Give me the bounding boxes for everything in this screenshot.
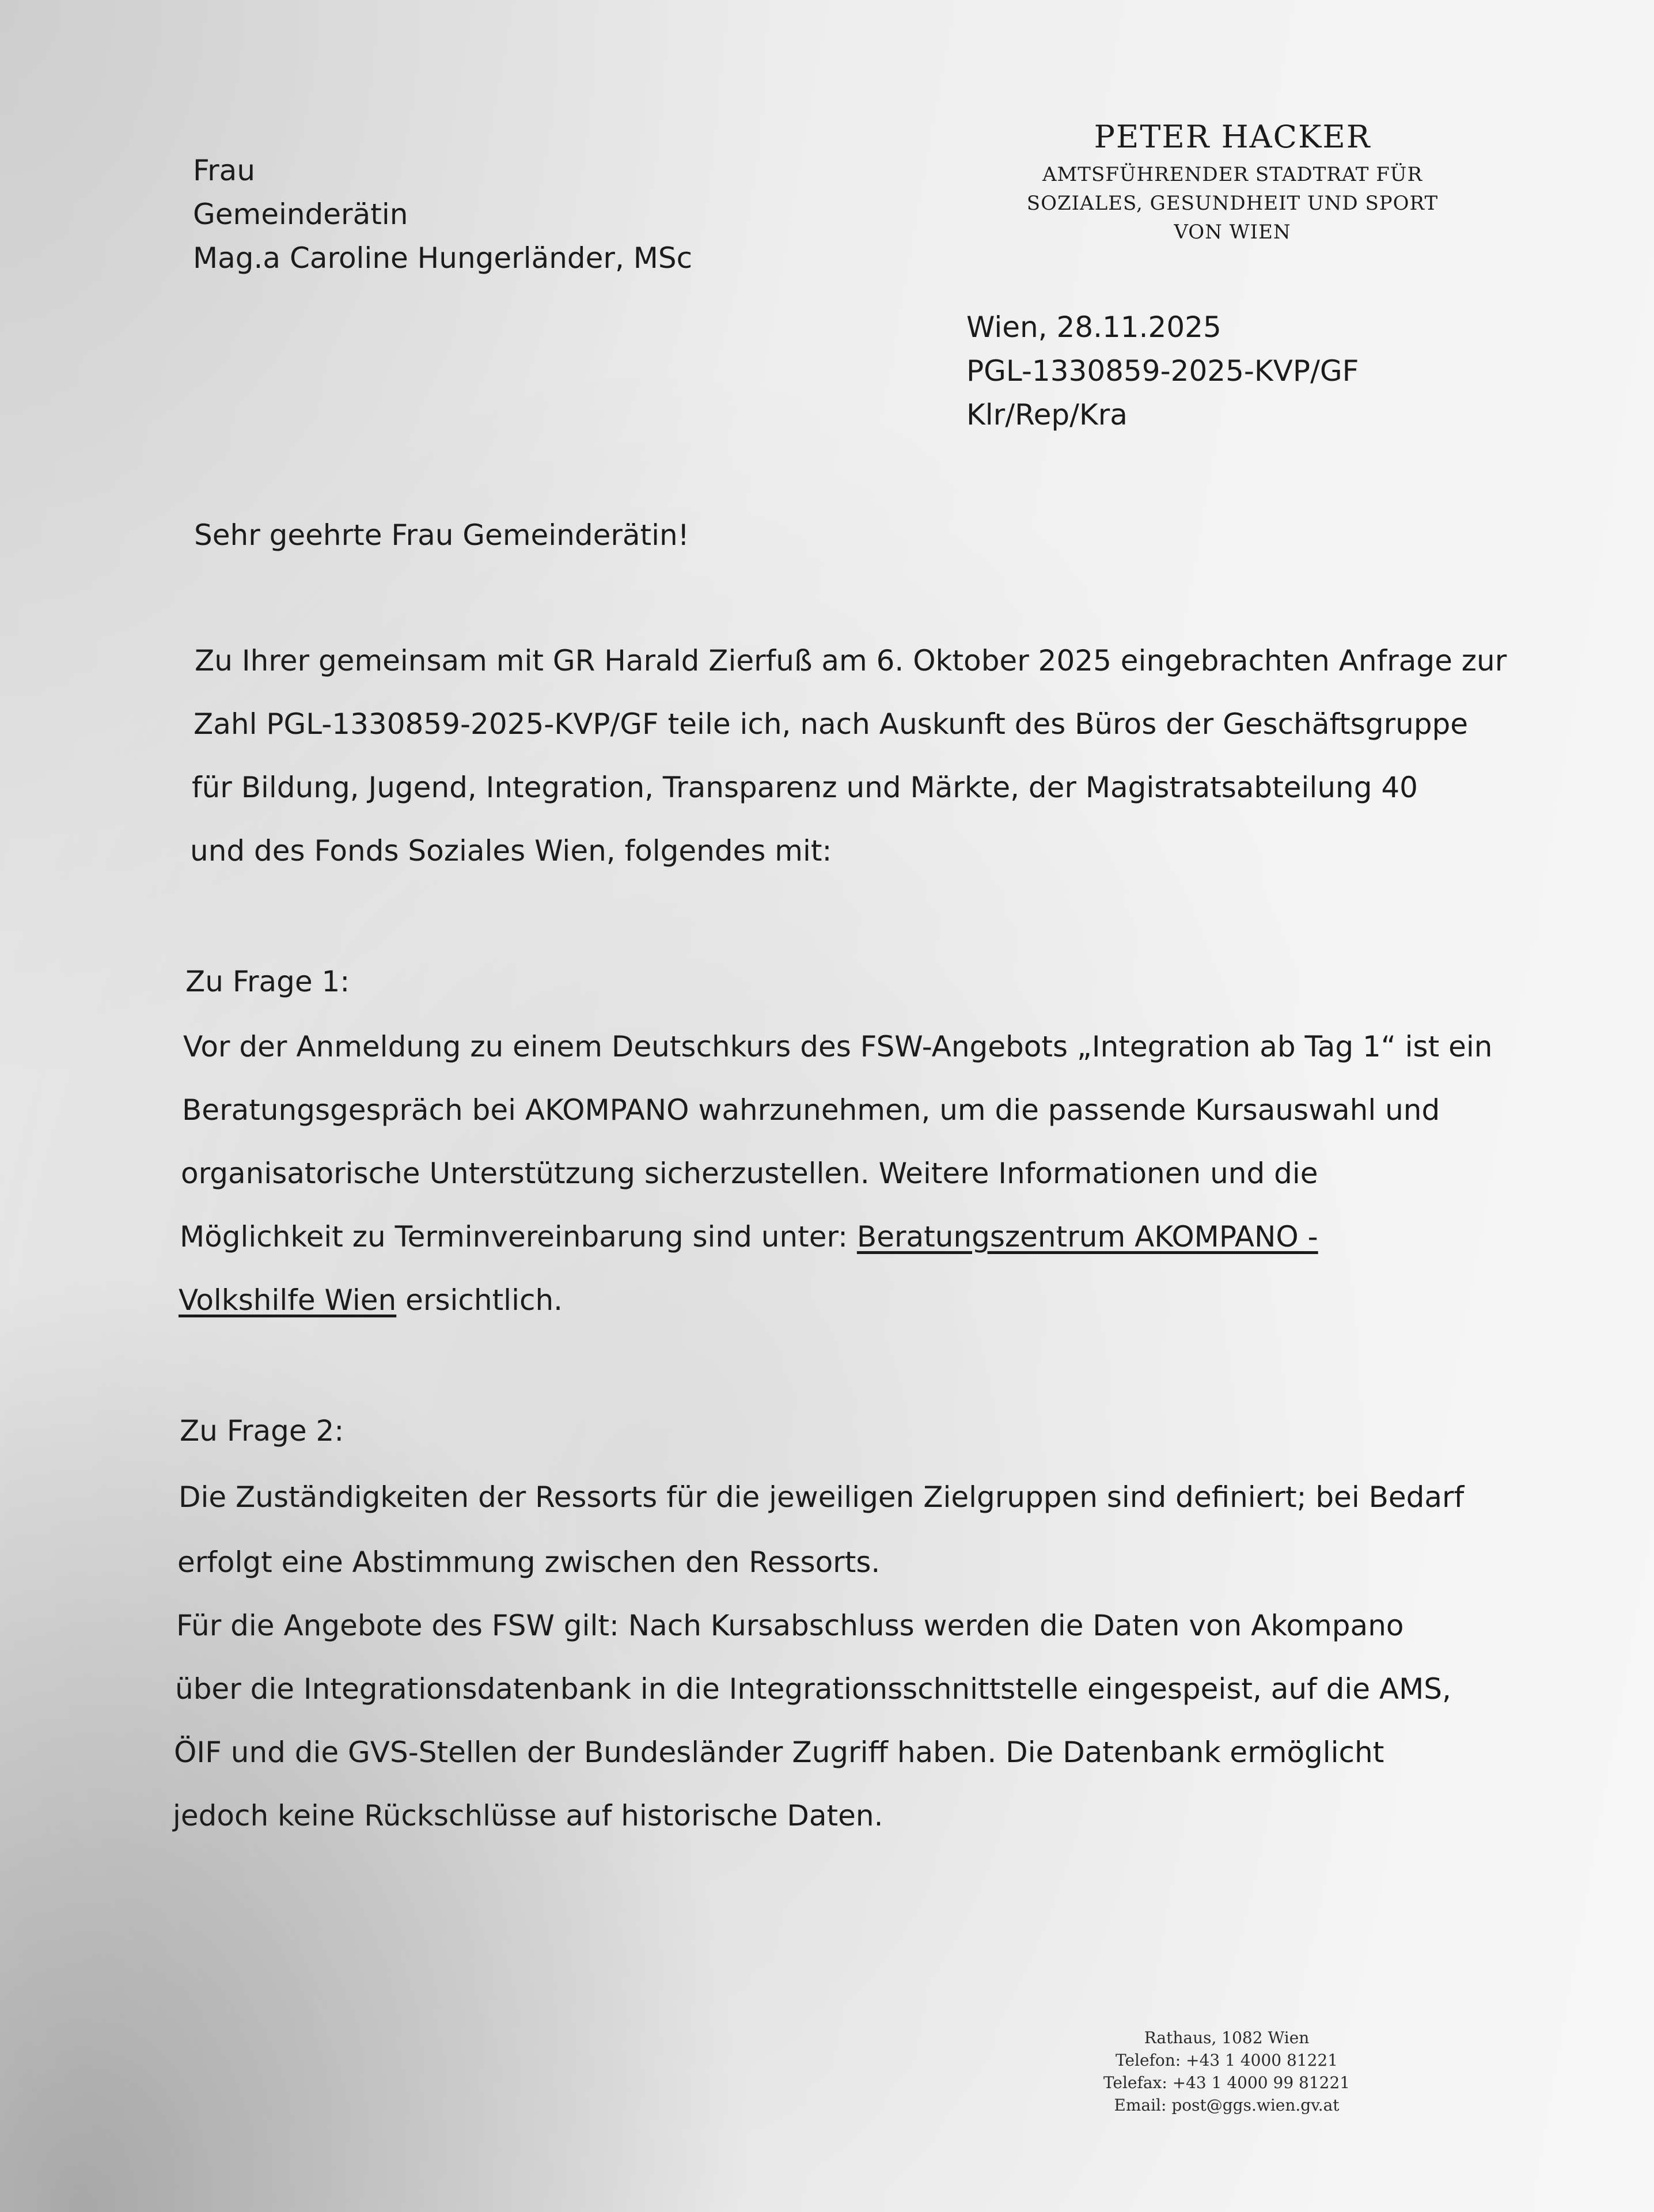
paragraph-line [180,1220,1318,1253]
paragraph-line: Beratungsgespräch bei AKOMPANO wahrzunehmen, um die passende Kursauswahl und [182,1093,1440,1127]
footer-address: Rathaus, 1082 Wien [1144,2028,1310,2047]
footer-phone: Telefon: +43 1 4000 81221 [1115,2051,1338,2070]
addressee-name: Mag.a Caroline Hungerländer, MSc [193,241,693,275]
line-text: Möglichkeit zu Terminvereinbarung sind unter: [180,1220,857,1253]
paragraph-line: ÖIF und die GVS-Stellen der Bundesländer Zugriff haben. Die Datenbank ermöglicht [174,1736,1384,1769]
date-reference-block [966,305,1359,437]
sender-title-line: SOZIALES, GESUNDHEIT UND SPORT [1026,192,1439,215]
paragraph-line: Die Zuständigkeiten der Ressorts für die jeweiligen Zielgruppen sind definiert; bei Bedarf [179,1480,1465,1514]
addressee-role: Gemeinderätin [193,198,408,231]
footer-fax: Telefax: +43 1 4000 99 81221 [1103,2073,1350,2092]
reference-initials: Klr/Rep/Kra [966,398,1128,431]
paragraph-line: organisatorische Unterstützung sicherzustellen. Weitere Informationen und die [181,1157,1318,1190]
paragraph-line: und des Fonds Soziales Wien, folgendes mit: [190,834,832,868]
paragraph-line: erfolgt eine Abstimmung zwischen den Ressorts. [177,1546,881,1579]
sender-name: PETER HACKER [1094,119,1371,155]
sender-title [1002,160,1463,247]
paragraph-line: jedoch keine Rückschlüsse auf historische Daten. [173,1799,883,1832]
paragraph-line [179,1283,563,1317]
question-2-heading: Zu Frage 2: [180,1414,344,1448]
salutation: Sehr geehrte Frau Gemeinderätin! [194,518,689,552]
paragraph-line: Zahl PGL-1330859-2025-KVP/GF teile ich, nach Auskunft des Büros der Geschäftsgruppe [194,707,1469,741]
paragraph-line: über die Integrationsdatenbank in die Integrationsschnittstelle eingespeist, auf die AMS, [175,1672,1451,1706]
paragraph-line: Zu Ihrer gemeinsam mit GR Harald Zierfuß am 6. Oktober 2025 eingebrachten Anfrage zur [195,644,1507,677]
footer-address-block [1083,2027,1371,2116]
line-text: ersichtlich. [396,1283,563,1317]
letter-date: Wien, 28.11.2025 [966,310,1221,344]
addressee-salutation: Frau [193,154,256,187]
sender-title-line: VON WIEN [1174,221,1291,244]
akompano-link-continued[interactable]: Volkshilfe Wien [179,1283,397,1317]
question-1-heading: Zu Frage 1: [185,965,350,998]
paragraph-line: Vor der Anmeldung zu einem Deutschkurs des FSW-Angebots „Integration ab Tag 1“ ist ein [183,1030,1493,1063]
sender-title-line: AMTSFÜHRENDER STADTRAT FÜR [1042,163,1423,186]
paragraph-line: Für die Angebote des FSW gilt: Nach Kursabschluss werden die Daten von Akompano [176,1609,1404,1642]
sender-block [1002,114,1463,247]
paragraph-line: für Bildung, Jugend, Integration, Transparenz und Märkte, der Magistratsabteilung 40 [192,771,1418,804]
reference-number: PGL-1330859-2025-KVP/GF [966,354,1359,388]
footer-email: Email: post@ggs.wien.gv.at [1114,2096,1340,2115]
akompano-link[interactable]: Beratungszentrum AKOMPANO - [856,1220,1318,1253]
addressee-block [193,149,692,280]
